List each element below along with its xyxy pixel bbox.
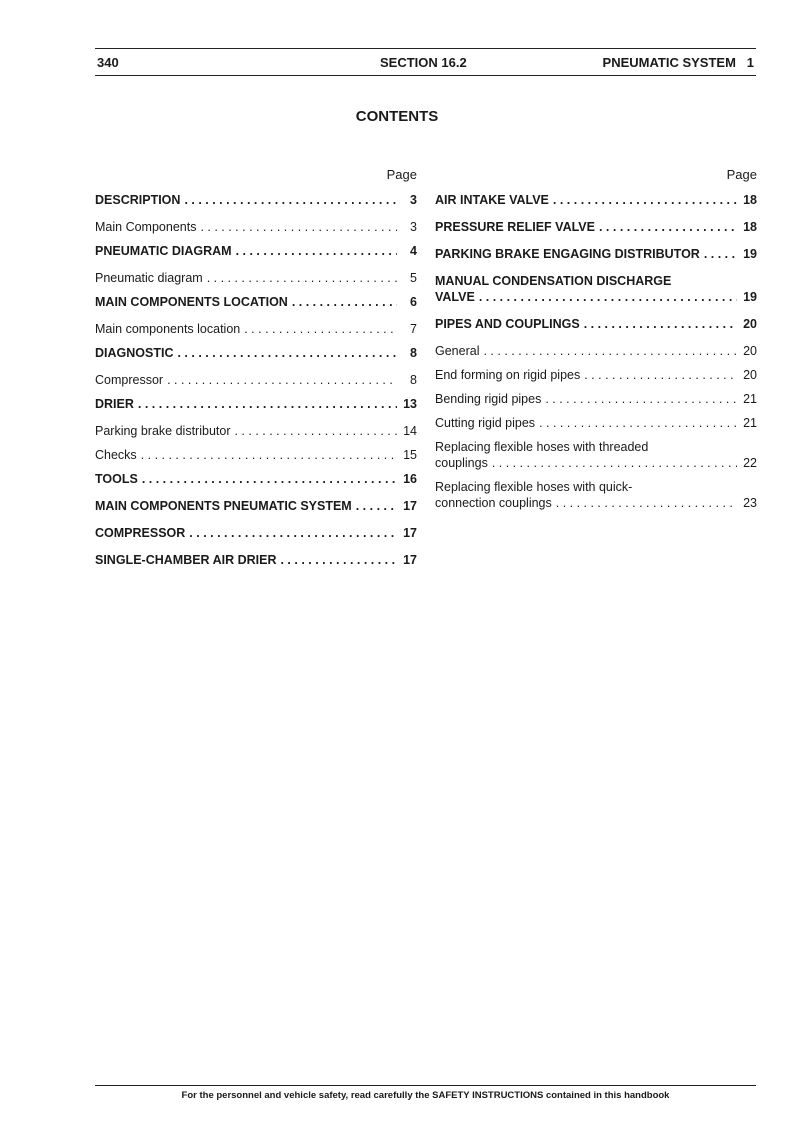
toc-entry[interactable] [95, 243, 417, 259]
toc-entry-page: 8 [410, 373, 417, 387]
toc-entry-row [95, 498, 417, 514]
toc-entry[interactable] [95, 525, 417, 541]
toc-entry-page: 17 [403, 499, 417, 513]
topic-title: PNEUMATIC SYSTEM [602, 55, 736, 70]
left-entries-list [95, 192, 417, 568]
toc-entry-title-line: Replacing flexible hoses with threaded [435, 440, 649, 454]
toc-entry-row [435, 391, 757, 407]
dot-leader [492, 455, 737, 471]
dot-leader [141, 447, 397, 463]
dot-leader [553, 192, 737, 208]
toc-entry[interactable] [95, 396, 417, 412]
toc-entry-row [435, 246, 757, 262]
toc-entry-title: PARKING BRAKE ENGAGING DISTRIBUTOR [435, 247, 700, 261]
section-topic [603, 55, 754, 70]
toc-entry[interactable] [95, 321, 417, 337]
toc-entry-title-line: MANUAL CONDENSATION DISCHARGE [435, 274, 672, 288]
page-header [95, 48, 756, 76]
toc-entry[interactable] [95, 552, 417, 568]
toc-entry-title: PRESSURE RELIEF VALVE [435, 220, 595, 234]
toc-entry-row [95, 345, 417, 361]
toc-entry-page: 21 [743, 392, 757, 406]
toc-entry-row [95, 192, 417, 208]
right-entries-list [435, 192, 757, 511]
toc-entry-row [95, 525, 417, 541]
toc-entry-page: 21 [743, 416, 757, 430]
toc-entry-title: AIR INTAKE VALVE [435, 193, 549, 207]
page-column-label: Page [386, 167, 417, 182]
toc-entry[interactable] [95, 192, 417, 208]
toc-entry[interactable] [95, 372, 417, 388]
toc-entry-title: Main components location [95, 322, 241, 336]
toc-entry-row [435, 495, 757, 511]
toc-entry-title: Bending rigid pipes [435, 392, 542, 406]
section-label: SECTION 16.2 [380, 55, 467, 70]
toc-entry-row [435, 343, 757, 359]
toc-entry-page: 20 [743, 368, 757, 382]
toc-entry[interactable] [435, 415, 757, 431]
toc-entry[interactable] [95, 294, 417, 310]
toc-entry-title: PIPES AND COUPLINGS [435, 317, 580, 331]
toc-entry-title: COMPRESSOR [95, 526, 186, 540]
dot-leader [244, 321, 397, 337]
toc-entry-page: 22 [743, 456, 757, 470]
toc-entry-page: 3 [410, 220, 417, 234]
toc-entry-title: Cutting rigid pipes [435, 416, 536, 430]
toc-entry[interactable] [435, 367, 757, 383]
toc-entry-row [435, 455, 757, 471]
toc-entry-title: MAIN COMPONENTS LOCATION [95, 295, 288, 309]
toc-entry-title: VALVE [435, 290, 475, 304]
dot-leader [479, 289, 737, 305]
safety-footer: For the personnel and vehicle safety, read carefully the SAFETY INSTRUCTIONS contained in this handbook [181, 1090, 670, 1101]
toc-entry-title: General [435, 344, 480, 358]
toc-entry-title: connection couplings [435, 496, 552, 510]
dot-leader [184, 192, 397, 208]
dot-leader [704, 246, 737, 262]
toc-entry[interactable] [435, 192, 757, 208]
toc-entry-page: 3 [410, 193, 417, 207]
footer-divider [95, 1085, 756, 1086]
toc-entry-title: Compressor [95, 373, 164, 387]
toc-entry-page: 6 [410, 295, 417, 309]
dot-leader [177, 345, 397, 361]
toc-entry-title: couplings [435, 456, 488, 470]
dot-leader [280, 552, 397, 568]
toc-entry-page: 18 [743, 193, 757, 207]
toc-entry[interactable] [435, 219, 757, 235]
toc-entry[interactable] [435, 246, 757, 262]
toc-entry[interactable] [95, 471, 417, 487]
toc-entry-page: 17 [403, 526, 417, 540]
dot-leader [207, 270, 397, 286]
dot-leader [356, 498, 397, 514]
page-column-label: Page [726, 167, 757, 182]
toc-entry-row [95, 423, 417, 439]
toc-entry-row [95, 219, 417, 235]
toc-entry-page: 23 [743, 496, 757, 510]
toc-entry-page: 4 [410, 244, 417, 258]
dot-leader [138, 396, 397, 412]
toc-entry-title: PNEUMATIC DIAGRAM [95, 244, 232, 258]
toc-entry-title: Parking brake distributor [95, 424, 231, 438]
toc-entry-page: 14 [403, 424, 417, 438]
toc-entry-row [435, 316, 757, 332]
topic-page: 1 [746, 55, 754, 70]
toc-entry[interactable] [435, 391, 757, 407]
toc-entry-title: SINGLE-CHAMBER AIR DRIER [95, 553, 277, 567]
toc-entry-page: 17 [403, 553, 417, 567]
toc-entry-row [95, 471, 417, 487]
toc-entry-page: 8 [410, 346, 417, 360]
dot-leader [599, 219, 737, 235]
toc-entry-page: 13 [403, 397, 417, 411]
toc-entry-row [95, 396, 417, 412]
toc-entry-row [95, 372, 417, 388]
toc-entry-page: 20 [743, 317, 757, 331]
dot-leader [142, 471, 397, 487]
toc-entry-title: Checks [95, 448, 137, 462]
toc-entry[interactable] [95, 270, 417, 286]
dot-leader [234, 423, 397, 439]
toc-entry[interactable] [435, 479, 757, 511]
toc-entry-title: Pneumatic diagram [95, 271, 203, 285]
toc-entry-page: 15 [403, 448, 417, 462]
toc-entry-row [95, 243, 417, 259]
toc-entry[interactable] [95, 447, 417, 463]
dot-leader [545, 391, 737, 407]
toc-entry-title: DRIER [95, 397, 134, 411]
dot-leader [292, 294, 397, 310]
toc-entry-title: MAIN COMPONENTS PNEUMATIC SYSTEM [95, 499, 352, 513]
toc-entry-title: DESCRIPTION [95, 193, 181, 207]
toc-entry-row [95, 294, 417, 310]
toc-entry-page: 7 [410, 322, 417, 336]
toc-entry[interactable] [435, 316, 757, 332]
toc-entry-title: TOOLS [95, 472, 138, 486]
toc-entry-row [435, 367, 757, 383]
toc-entry-title-line: Replacing flexible hoses with quick- [435, 480, 633, 494]
toc-entry-page: 16 [403, 472, 417, 486]
toc-entry-row [435, 289, 757, 305]
toc-entry-title: Main Components [95, 220, 197, 234]
dot-leader [189, 525, 397, 541]
toc-entry-title: End forming on rigid pipes [435, 368, 581, 382]
dot-leader [584, 316, 737, 332]
toc-entry-page: 20 [743, 344, 757, 358]
toc-entry[interactable] [435, 439, 757, 471]
toc-entry-page: 19 [743, 290, 757, 304]
page-number: 340 [97, 55, 119, 70]
toc-entry[interactable] [435, 273, 757, 305]
toc-entry[interactable] [95, 345, 417, 361]
dot-leader [584, 367, 737, 383]
dot-leader [236, 243, 397, 259]
toc-entry-row [95, 552, 417, 568]
toc-entry-page: 5 [410, 271, 417, 285]
page-title: CONTENTS [355, 108, 439, 125]
toc-entry-title: DIAGNOSTIC [95, 346, 174, 360]
toc-entry[interactable] [95, 423, 417, 439]
contents-left-column [95, 167, 417, 579]
dot-leader [539, 415, 737, 431]
dot-leader [483, 343, 737, 359]
toc-entry-row [95, 270, 417, 286]
dot-leader [167, 372, 397, 388]
toc-entry-row [435, 219, 757, 235]
toc-entry-page: 18 [743, 220, 757, 234]
contents-right-column [435, 167, 757, 519]
toc-entry[interactable] [95, 498, 417, 514]
toc-entry-page: 19 [743, 247, 757, 261]
toc-entry-row [435, 192, 757, 208]
dot-leader [200, 219, 397, 235]
toc-entry[interactable] [435, 343, 757, 359]
toc-entry[interactable] [95, 219, 417, 235]
toc-entry-row [95, 321, 417, 337]
dot-leader [556, 495, 737, 511]
toc-entry-row [435, 415, 757, 431]
toc-entry-row [95, 447, 417, 463]
